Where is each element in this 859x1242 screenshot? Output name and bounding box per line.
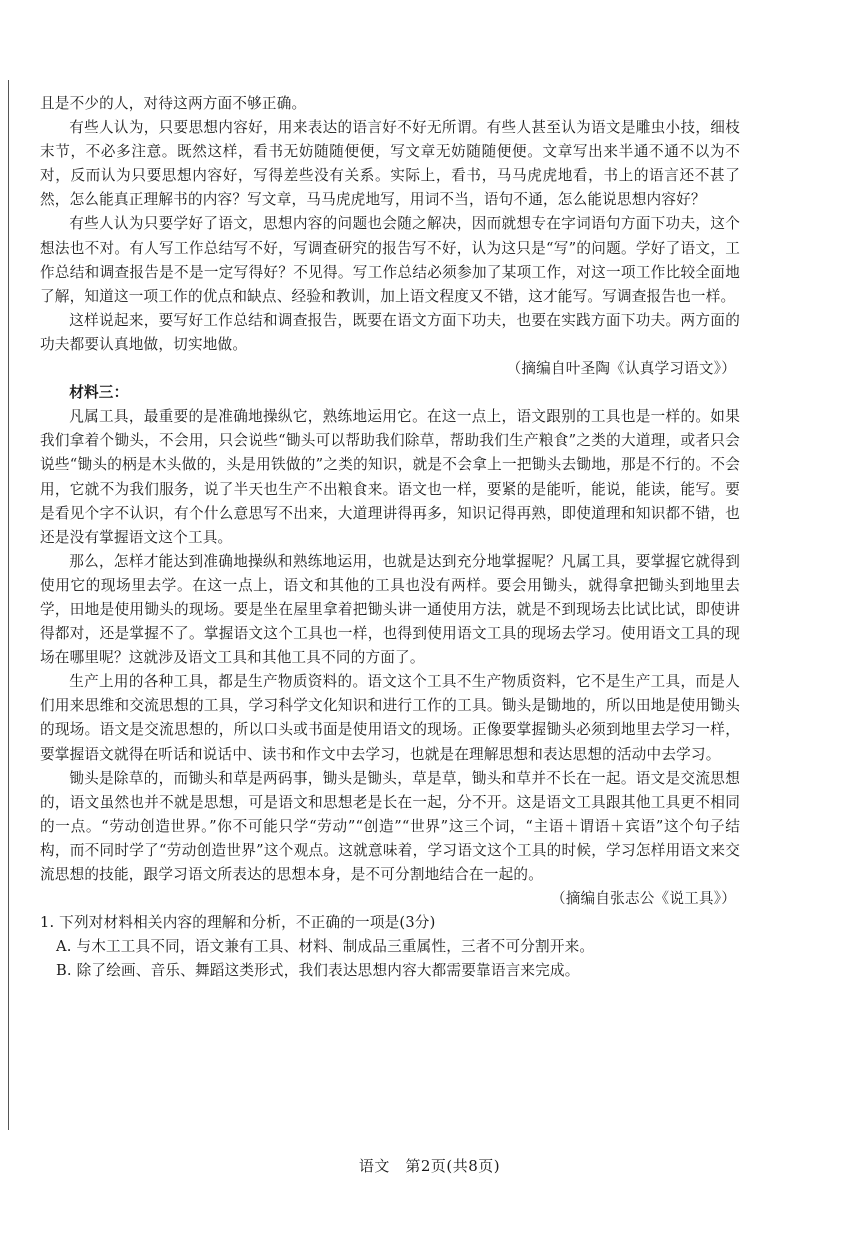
question-stem: 1. 下列对材料相关内容的理解和分析，不正确的一项是(3分) [40, 914, 436, 932]
source-citation: （摘编自张志公《说工具》） [550, 890, 736, 908]
page-footer: 语文 第2页(共8页) [358, 1157, 501, 1175]
option-a[interactable]: A. 与木工工具不同，语文兼有工具、材料、制成品三重属性，三者不可分割开来。 [56, 938, 595, 956]
paragraph: 这样说起来，要写好工作总结和调查报告，既要在语文方面下功夫，也要在实践方面下功夫。两方面的功夫都要认真地做，切实地做。 [40, 311, 740, 353]
paragraph: 有些人认为，只要思想内容好，用来表达的语言好不好无所谓。有些人甚至认为语文是雕虫小技，细枝末节，不必多注意。既然这样，看书无妨随随便便，写文章无妨随随便便。文章写出来半通不通不以为不对，反而认为只要思想内容好，写得差些没有关系。实际上，看书，马马虎虎地看，书上的语言还不甚了然，怎么能真正理解书的内容？写文章，马马虎虎地写，用词不当，语句不通，怎么能说思想内容好？ [40, 119, 740, 209]
margin-rule [8, 80, 9, 1130]
option-b[interactable]: B. 除了绘画、音乐、舞蹈这类形式，我们表达思想内容大都需要靠语言来完成。 [56, 962, 580, 980]
source-citation: （摘编自叶圣陶《认真学习语文》） [506, 360, 736, 378]
paragraph: 生产上用的各种工具，都是生产物质资料的。语文这个工具不生产物质资料，它不是生产工具，而是人们用来思维和交流思想的工具，学习科学文化知识和进行工作的工具。锄头是锄地的，所以田地是使用锄头的现场。语文是交流思想的，所以口头或书面是使用语文的现场。正像要掌握锄头必须到地里去学习一样，要掌握语文就得在听话和说话中、读书和作文中去学习，也就是在理解思想和表达思想的活动中去学习。 [40, 673, 740, 763]
paragraph: 有些人认为只要学好了语文，思想内容的问题也会随之解决，因而就想专在字词语句方面下功夫，这个想法也不对。有人写工作总结写不好，写调查研究的报告写不好，认为这只是“写”的问题。学好了语文，工作总结和调查报告是不是一定写得好？不见得。写工作总结必须参加了某项工作，对这一项工作比较全面地了解，知道这一项工作的优点和缺点、经验和教训，加上语文程度又不错，这才能写。写调查报告也一样。 [40, 215, 740, 305]
paragraph: 锄头是除草的，而锄头和草是两码事，锄头是锄头，草是草，锄头和草并不长在一起。语文是交流思想的，语文虽然也并不就是思想，可是语文和思想老是长在一起，分不开。这是语文工具跟其他工具更不相同的一点。“劳动创造世界。”你不可能只学“劳动”“创造”“世界”这三个词，“主语＋谓语＋宾语”这个句子结构，而不同时学了“劳动创造世界”这个观点。这就意味着，学习语文这个工具的时候，学习怎样用语文来交流思想的技能，跟学习语文所表达的思想本身，是不可分割地结合在一起的。 [40, 769, 740, 883]
paragraph: 那么，怎样才能达到准确地操纵和熟练地运用，也就是达到充分地掌握呢？凡属工具，要掌握它就得到使用它的现场里去学。在这一点上，语文和其他的工具也没有两样。要会用锄头，就得拿把锄头到地里去学，田地是使用锄头的现场。要是坐在屋里拿着把锄头讲一通使用方法，就是不到现场去比试比试，即使讲得都对，还是掌握不了。掌握语文这个工具也一样，也得到使用语文工具的现场去学习。使用语文工具的现场在哪里呢？这就涉及语文工具和其他工具不同的方面了。 [40, 552, 740, 667]
material-heading: 材料三： [69, 384, 129, 402]
paragraph-continuation: 且是不少的人，对待这两方面不够正确。 [40, 95, 307, 112]
reading-material [40, 92, 740, 983]
paragraph: 凡属工具，最重要的是准确地操纵它，熟练地运用它。在这一点上，语文跟别的工具也是一样的。如果我们拿着个锄头，不会用，只会说些“锄头可以帮助我们除草，帮助我们生产粮食”之类的大道理，或者只会说些“锄头的柄是木头做的，头是用铁做的”之类的知识，就是不会拿上一把锄头去锄地，那是不行的。不会用，它就不为我们服务，说了半天也生产不出粮食来。语文也一样，要紧的是能听，能说，能读，能写。要是看见个字不认识，有个什么意思写不出来，大道理讲得再多，知识记得再熟，即使道理和知识都不错，也还是没有掌握语文这个工具。 [40, 408, 740, 546]
